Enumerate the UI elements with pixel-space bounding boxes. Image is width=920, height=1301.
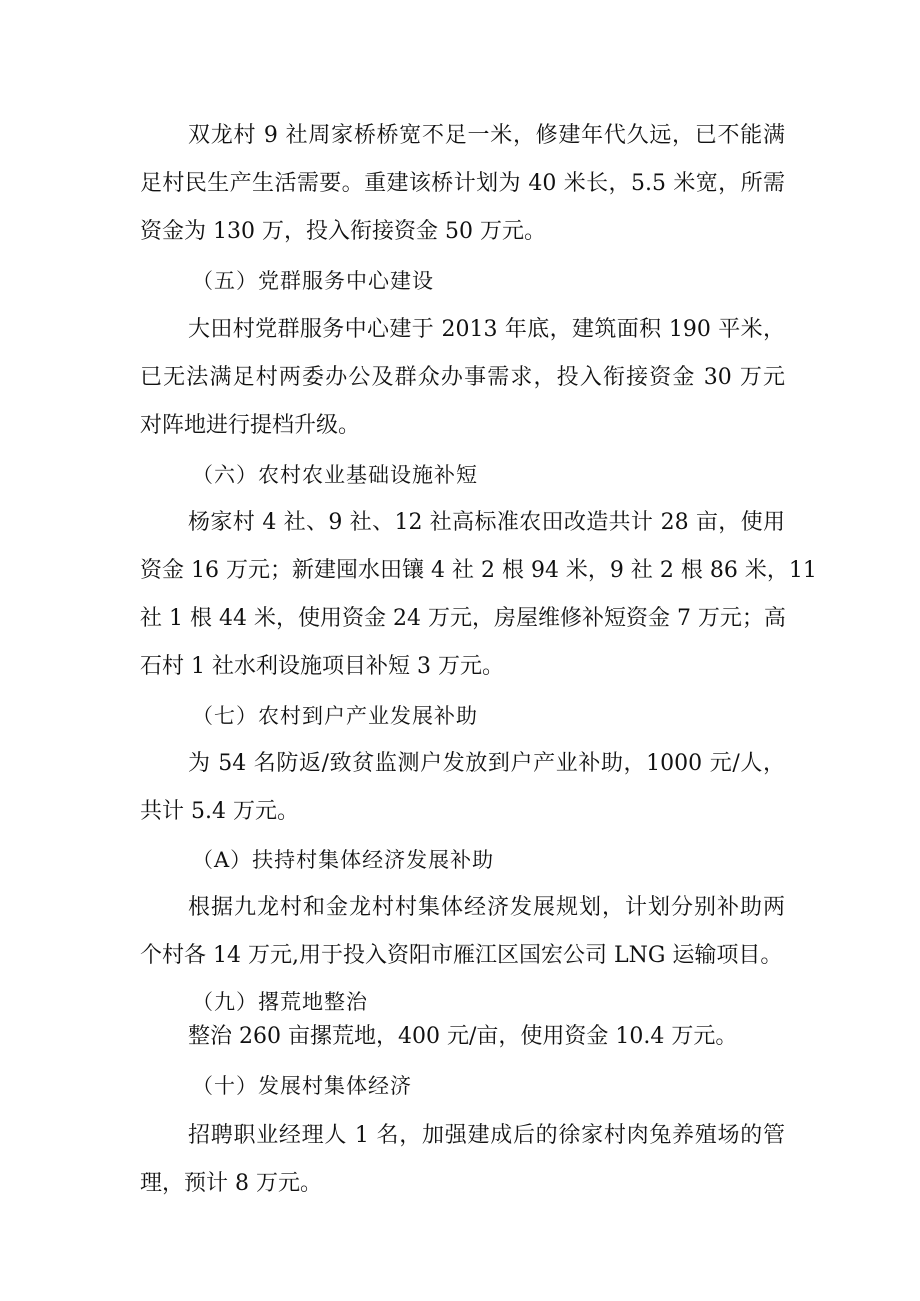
text-line: 社 1 根 44 米，使用资金 24 万元，房屋维修补短资金 7 万元；高	[140, 606, 786, 631]
section-heading-9: （九）撂荒地整治	[192, 990, 368, 1014]
section-heading-8: （A）扶持村集体经济发展补助	[192, 848, 495, 872]
text-line: 对阵地进行提档升级。	[140, 413, 361, 438]
paragraph-household-subsidy	[140, 740, 785, 836]
text-line: 整治 260 亩摞荒地，400 元/亩，使用资金 10.4 万元。	[188, 1024, 738, 1049]
paragraph-abandoned-land	[140, 1013, 785, 1061]
text-line: 已无法满足村两委办公及群众办事需求，投入衔接资金 30 万元	[140, 365, 785, 390]
section-heading-7: （七）农村到户产业发展补助	[192, 704, 478, 728]
paragraph-yangjia-farmland	[140, 499, 817, 691]
text-line: 招聘职业经理人 1 名，加强建成后的徐家村肉兔养殖场的管	[188, 1123, 785, 1148]
section-heading-10: （十）发展村集体经济	[192, 1074, 412, 1098]
text-line: 足村民生产生活需要。重建该桥计划为 40 米长，5.5 米宽，所需	[140, 171, 785, 196]
text-line: 石村 1 社水利设施项目补短 3 万元。	[140, 654, 504, 679]
text-line: 个村各 14 万元,用于投入资阳市雁江区国宏公司 LNG 运输项目。	[140, 943, 783, 968]
text-line: 共计 5.4 万元。	[140, 799, 299, 824]
text-line: 根据九龙村和金龙村村集体经济发展规划，计划分别补助两	[188, 895, 785, 920]
paragraph-collective-economy-subsidy	[140, 884, 785, 980]
text-line: 杨家村 4 社、9 社、12 社高标准农田改造共计 28 亩，使用	[188, 510, 785, 535]
paragraph-manager-hiring	[140, 1112, 785, 1208]
text-line: 理，预计 8 万元。	[140, 1171, 322, 1196]
text-line: 为 54 名防返/致贫监测户发放到户产业补助，1000 元/人，	[188, 751, 785, 776]
section-heading-5: （五）党群服务中心建设	[192, 269, 434, 293]
paragraph-shuanglong-bridge	[140, 112, 785, 256]
section-heading-6: （六）农村农业基础设施补短	[192, 463, 478, 487]
paragraph-datian-center	[140, 306, 785, 450]
text-line: 资金 16 万元；新建囤水田镶 4 社 2 根 94 米，9 社 2 根 86 米，11	[140, 558, 817, 583]
text-line: 双龙村 9 社周家桥桥宽不足一米，修建年代久远，已不能满	[188, 123, 785, 148]
text-line: 资金为 130 万，投入衔接资金 50 万元。	[140, 219, 546, 244]
text-line: 大田村党群服务中心建于 2013 年底，建筑面积 190 平米，	[188, 317, 785, 342]
